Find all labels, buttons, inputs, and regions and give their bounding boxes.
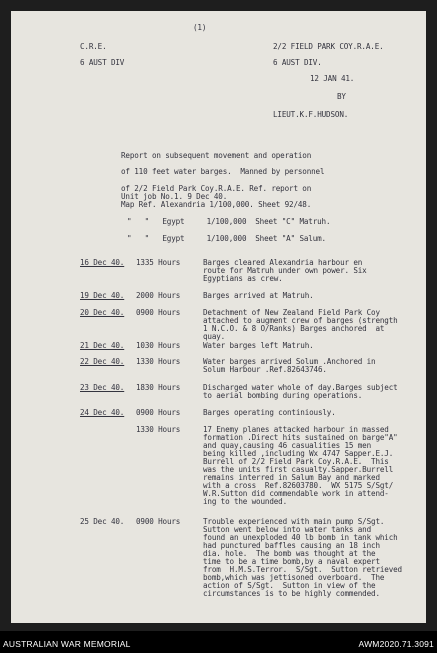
header-right-line: BY <box>337 92 346 101</box>
entry-date: 22 Dec 40. <box>80 357 125 366</box>
entry-text-line: Sutton went below into water tanks and <box>203 525 372 534</box>
header-right-line: LIEUT.K.F.HUDSON. <box>273 110 349 119</box>
footer-accession-id: AWM2020.71.3091 <box>358 639 434 649</box>
entry-text-line: and quay,causing 46 casualities 15 men <box>203 441 372 450</box>
entry-text-line: action of S/Sgt. Sutton in view of the <box>203 581 376 590</box>
entry-time: 1830 Hours <box>136 383 181 392</box>
intro-line: Map Ref. Alexandria 1/100,000. Sheet 92/48. <box>121 200 312 209</box>
entry-text-line: Barges operating continiously. <box>203 408 336 417</box>
entry-date: 23 Dec 40. <box>80 383 125 392</box>
entry-date: 21 Dec 40. <box>80 341 125 350</box>
entry-text-line: Water barges arrived Solum .Anchored in <box>203 357 376 366</box>
entry-date: 20 Dec 40. <box>80 308 125 317</box>
entry-text-line: Barges cleared Alexandria harbour en <box>203 258 363 267</box>
entry-date: 24 Dec 40. <box>80 408 125 417</box>
entry-text-line: Burrell of 2/2 Field Park Coy.R.A.E. This <box>203 457 389 466</box>
entry-text-line: Barges arrived at Matruh. <box>203 291 314 300</box>
entry-text-line: time to be a time bomb,by a naval expert <box>203 557 380 566</box>
entry-text-line: circumstances is to be highly commended. <box>203 589 380 598</box>
entry-time: 0900 Hours <box>136 517 181 526</box>
entry-text-line: was the units first casualty.Sapper.Burrell <box>203 465 394 474</box>
page-number: (1) <box>193 23 207 32</box>
entry-time: 1330 Hours <box>136 425 181 434</box>
entry-text-line: had punctured baffles causing an 18 inch <box>203 541 380 550</box>
entry-text-line: bomb,which was jettisoned overboard. The <box>203 573 385 582</box>
document-page <box>11 11 426 623</box>
entry-date: 19 Dec 40. <box>80 291 125 300</box>
entry-text-line: from H.M.S.Terror. S/Sgt. Sutton retrieved <box>203 565 402 574</box>
entry-text-line: formation .Direct hits sustained on barge"A" <box>203 433 398 442</box>
entry-text-line: attached to augment crew of barges (strength <box>203 316 398 325</box>
entry-text-line: dia. hole. The bomb was thought at the <box>203 549 376 558</box>
header-left-line: 6 AUST DIV <box>80 58 125 67</box>
entry-text-line: remains interred in Salum Bay and marked <box>203 473 380 482</box>
intro-line: of 2/2 Field Park Coy.R.A.E. Ref. report on <box>121 184 312 193</box>
entry-text-line: being killed ,including Wx 4747 Sapper.E.J. <box>203 449 394 458</box>
footer-source: AUSTRALIAN WAR MEMORIAL <box>3 639 131 649</box>
entry-text-line: Solum Harbour .Ref.82643746. <box>203 365 327 374</box>
entry-date: 16 Dec 40. <box>80 258 125 267</box>
entry-time: 0900 Hours <box>136 408 181 417</box>
entry-text-line: 1 N.C.O. & 8 O/Ranks) Barges anchored at <box>203 324 385 333</box>
entry-time: 1030 Hours <box>136 341 181 350</box>
header-right-line: 2/2 FIELD PARK COY.R.A.E. <box>273 42 384 51</box>
entry-text-line: Egyptians as crew. <box>203 274 283 283</box>
entry-text-line: route for Matruh under own power. Six <box>203 266 367 275</box>
header-right-line: 12 JAN 41. <box>310 74 355 83</box>
footer-bar <box>0 631 437 653</box>
entry-text-line: to aerial bombing during operations. <box>203 391 363 400</box>
intro-line: of 110 feet water barges. Manned by personnel <box>121 167 325 176</box>
entry-time: 2000 Hours <box>136 291 181 300</box>
entry-text-line: Trouble experienced with main pump S/Sgt. <box>203 517 385 526</box>
entry-date: 25 Dec 40. <box>80 517 125 526</box>
entry-text-line: Detachment of New Zealand Field Park Coy <box>203 308 380 317</box>
entry-text-line: quay. <box>203 332 226 341</box>
entry-text-line: Water barges left Matruh. <box>203 341 314 350</box>
entry-text-line: ing to the wounded. <box>203 497 288 506</box>
header-right-line: 6 AUST DIV. <box>273 58 322 67</box>
intro-line: " " Egypt 1/100,000 Sheet "C" Matruh. <box>127 217 331 226</box>
entry-time: 1330 Hours <box>136 357 181 366</box>
entry-text-line: with a cross Ref.82603780. WX 5175 S/Sgt/ <box>203 481 394 490</box>
intro-line: " " Egypt 1/100,000 Sheet "A" Salum. <box>127 234 326 243</box>
entry-time: 1335 Hours <box>136 258 181 267</box>
header-left-line: C.R.E. <box>80 42 107 51</box>
entry-text-line: 17 Enemy planes attacked harbour in massed <box>203 425 389 434</box>
entry-text-line: Discharged water whole of day.Barges subject <box>203 383 398 392</box>
entry-text-line: found an unexploded 40 lb bomb in tank which <box>203 533 398 542</box>
intro-line: Report on subsequent movement and operation <box>121 151 312 160</box>
entry-text-line: W.R.Sutton did commendable work in attend- <box>203 489 389 498</box>
intro-line: Unit job No.1. 9 Dec 40. <box>121 192 228 201</box>
entry-time: 0900 Hours <box>136 308 181 317</box>
